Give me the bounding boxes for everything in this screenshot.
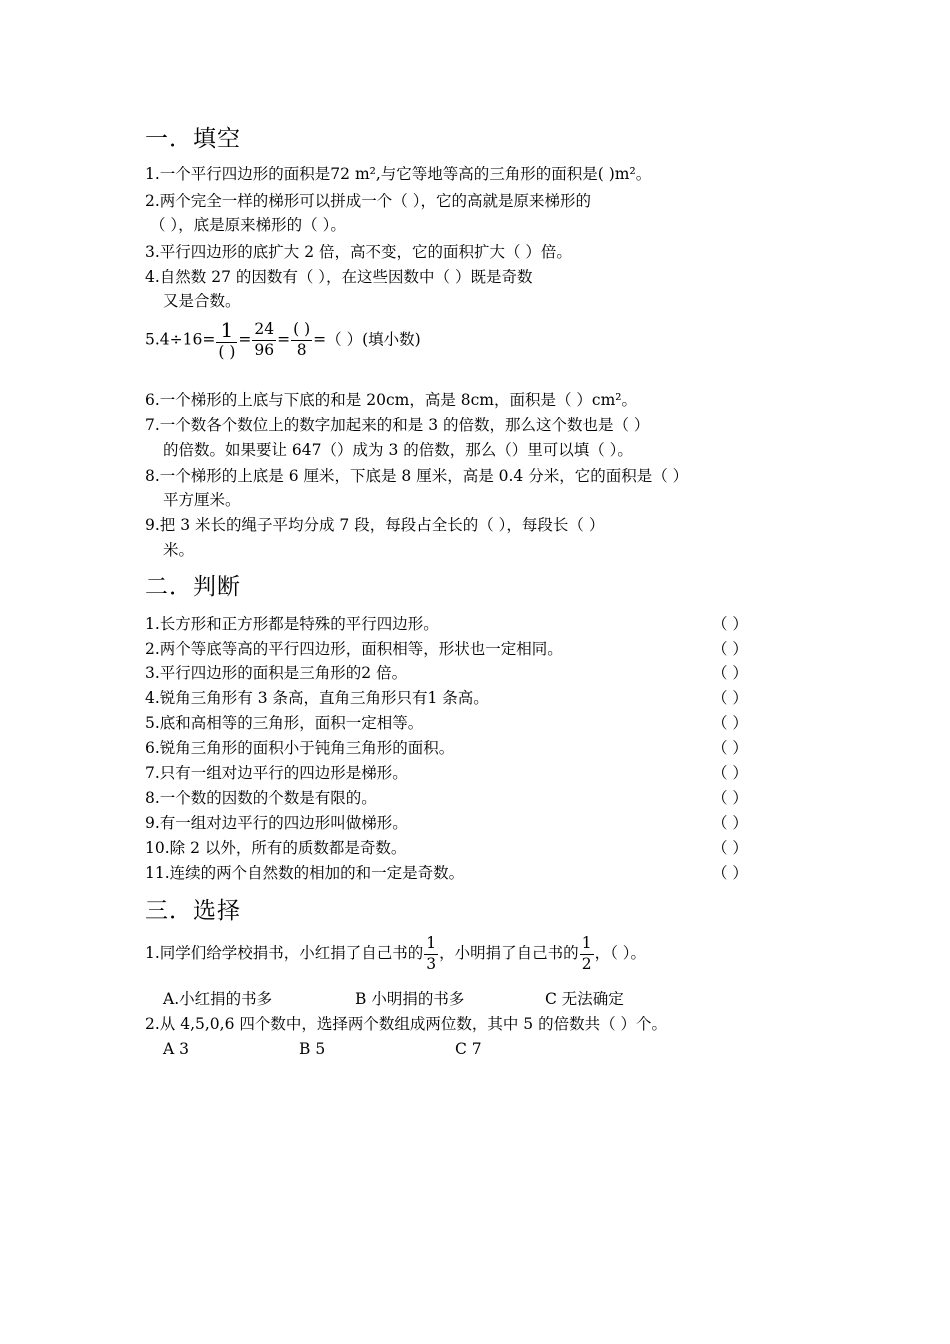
judge-item: 2.两个等底等高的平行四边形，面积相等，形状也一定相同。	[145, 640, 563, 658]
choice-q1-options	[163, 989, 624, 1009]
choice-q2-option-c: C 7	[455, 1040, 482, 1058]
question-1-4-line2: 又是合数。	[163, 292, 241, 310]
judge-answer-paren: （ ）	[712, 814, 748, 832]
question-1-3: 3.平行四边形的底扩大 2 倍，高不变，它的面积扩大（ ）倍。	[145, 243, 572, 261]
question-1-5	[145, 320, 421, 361]
choice-q1-option-a: A.小红捐的书多	[163, 990, 273, 1008]
question-1-9-line2: 米。	[163, 541, 195, 559]
choice-question-2: 2.从 4,5,0,6 四个数中，选择两个数组成两位数，其中 5 的倍数共（ ）个。	[145, 1015, 668, 1033]
judge-answer-paren: （ ）	[712, 764, 748, 782]
judge-item: 1.长方形和正方形都是特殊的平行四边形。	[145, 615, 439, 633]
choice-q1-fraction-1-numerator: 1	[424, 936, 438, 955]
q5-fraction-2-denominator: 96	[254, 340, 275, 359]
section-title-multiple-choice: 三．选择	[145, 898, 241, 924]
question-1-8-line2: 平方厘米。	[163, 491, 241, 509]
choice-q2-option-b: B 5	[299, 1040, 326, 1058]
q5-fraction-1	[216, 320, 237, 361]
choice-question-1	[145, 936, 646, 972]
question-1-7-line1: 7.一个数各个数位上的数字加起来的和是 3 的倍数，那么这个数也是（ ）	[145, 416, 650, 434]
judge-item: 5.底和高相等的三角形，面积一定相等。	[145, 714, 424, 732]
judge-answer-paren: （ ）	[712, 615, 748, 633]
choice-q2-option-a: A 3	[163, 1040, 189, 1058]
judge-answer-paren: （ ）	[712, 689, 748, 707]
choice-q1-fraction-2-denominator: 2	[581, 954, 592, 973]
question-1-1: 1.一个平行四边形的面积是72 m²,与它等地等高的三角形的面积是( )m²。	[145, 165, 652, 183]
judge-answer-paren: （ ）	[712, 640, 748, 658]
choice-q1-fraction-1-denominator: 3	[426, 954, 437, 973]
q5-suffix: =（ ）(填小数)	[313, 330, 421, 349]
q5-fraction-2-numerator: 24	[252, 322, 276, 341]
choice-q1-fraction-2	[580, 936, 594, 972]
choice-q1-text-b: ，小明捐了自己书的	[439, 944, 579, 962]
judge-item: 10.除 2 以外，所有的质数都是奇数。	[145, 839, 407, 857]
question-1-6: 6.一个梯形的上底与下底的和是 20cm，高是 8cm，面积是（ ）cm²。	[145, 391, 638, 409]
question-1-9-line1: 9.把 3 米长的绳子平均分成 7 段，每段占全长的（ ），每段长（ ）	[145, 516, 605, 534]
question-1-2-line1: 2.两个完全一样的梯形可以拼成一个（ ），它的高就是原来梯形的	[145, 192, 591, 210]
q5-equals-2: =	[277, 330, 291, 349]
judge-answer-paren: （ ）	[712, 789, 748, 807]
choice-q1-fraction-1	[424, 936, 438, 972]
q5-fraction-2	[252, 322, 276, 358]
judge-item: 7.只有一组对边平行的四边形是梯形。	[145, 764, 408, 782]
judge-item: 3.平行四边形的面积是三角形的2 倍。	[145, 664, 408, 682]
judge-item: 9.有一组对边平行的四边形叫做梯形。	[145, 814, 408, 832]
judge-answer-paren: （ ）	[712, 714, 748, 732]
choice-q1-text-a: 1.同学们给学校捐书，小红捐了自己书的	[145, 944, 424, 962]
judge-answer-paren: （ ）	[712, 864, 748, 882]
judge-item: 4.锐角三角形有 3 条高，直角三角形只有1 条高。	[145, 689, 489, 707]
question-1-4-line1: 4.自然数 27 的因数有（ ），在这些因数中（ ）既是奇数	[145, 268, 533, 286]
judge-answer-paren: （ ）	[712, 739, 748, 757]
judge-answer-paren: （ ）	[712, 839, 748, 857]
choice-q2-options	[163, 1039, 482, 1059]
judge-item: 8.一个数的因数的个数是有限的。	[145, 789, 377, 807]
section-title-true-false: 二．判断	[145, 574, 241, 600]
section-title-fill-blank: 一．填空	[145, 126, 241, 152]
judge-item: 6.锐角三角形的面积小于钝角三角形的面积。	[145, 739, 455, 757]
judge-item: 11.连续的两个自然数的相加的和一定是奇数。	[145, 864, 465, 882]
question-1-2-line2: （ ），底是原来梯形的（ ）。	[150, 216, 346, 234]
question-1-7-line2: 的倍数。如果要让 647（）成为 3 的倍数，那么（）里可以填（ ）。	[163, 441, 633, 459]
q5-equals-1: =	[238, 330, 252, 349]
q5-fraction-1-numerator: 1	[216, 320, 237, 343]
choice-q1-option-c: C 无法确定	[545, 990, 624, 1008]
judge-answer-paren: （ ）	[712, 664, 748, 682]
q5-fraction-3-denominator: 8	[296, 340, 307, 359]
q5-prefix: 5.4÷16=	[145, 330, 216, 349]
choice-q1-option-b: B 小明捐的书多	[355, 990, 465, 1008]
q5-fraction-3	[291, 322, 312, 358]
q5-fraction-1-denominator: ( )	[218, 343, 236, 361]
q5-fraction-3-numerator: ( )	[291, 322, 312, 341]
choice-q1-fraction-2-numerator: 1	[580, 936, 594, 955]
choice-q1-text-c: ，（ ）。	[594, 944, 646, 962]
question-1-8-line1: 8.一个梯形的上底是 6 厘米，下底是 8 厘米，高是 0.4 分米，它的面积是（ ）	[145, 467, 689, 485]
